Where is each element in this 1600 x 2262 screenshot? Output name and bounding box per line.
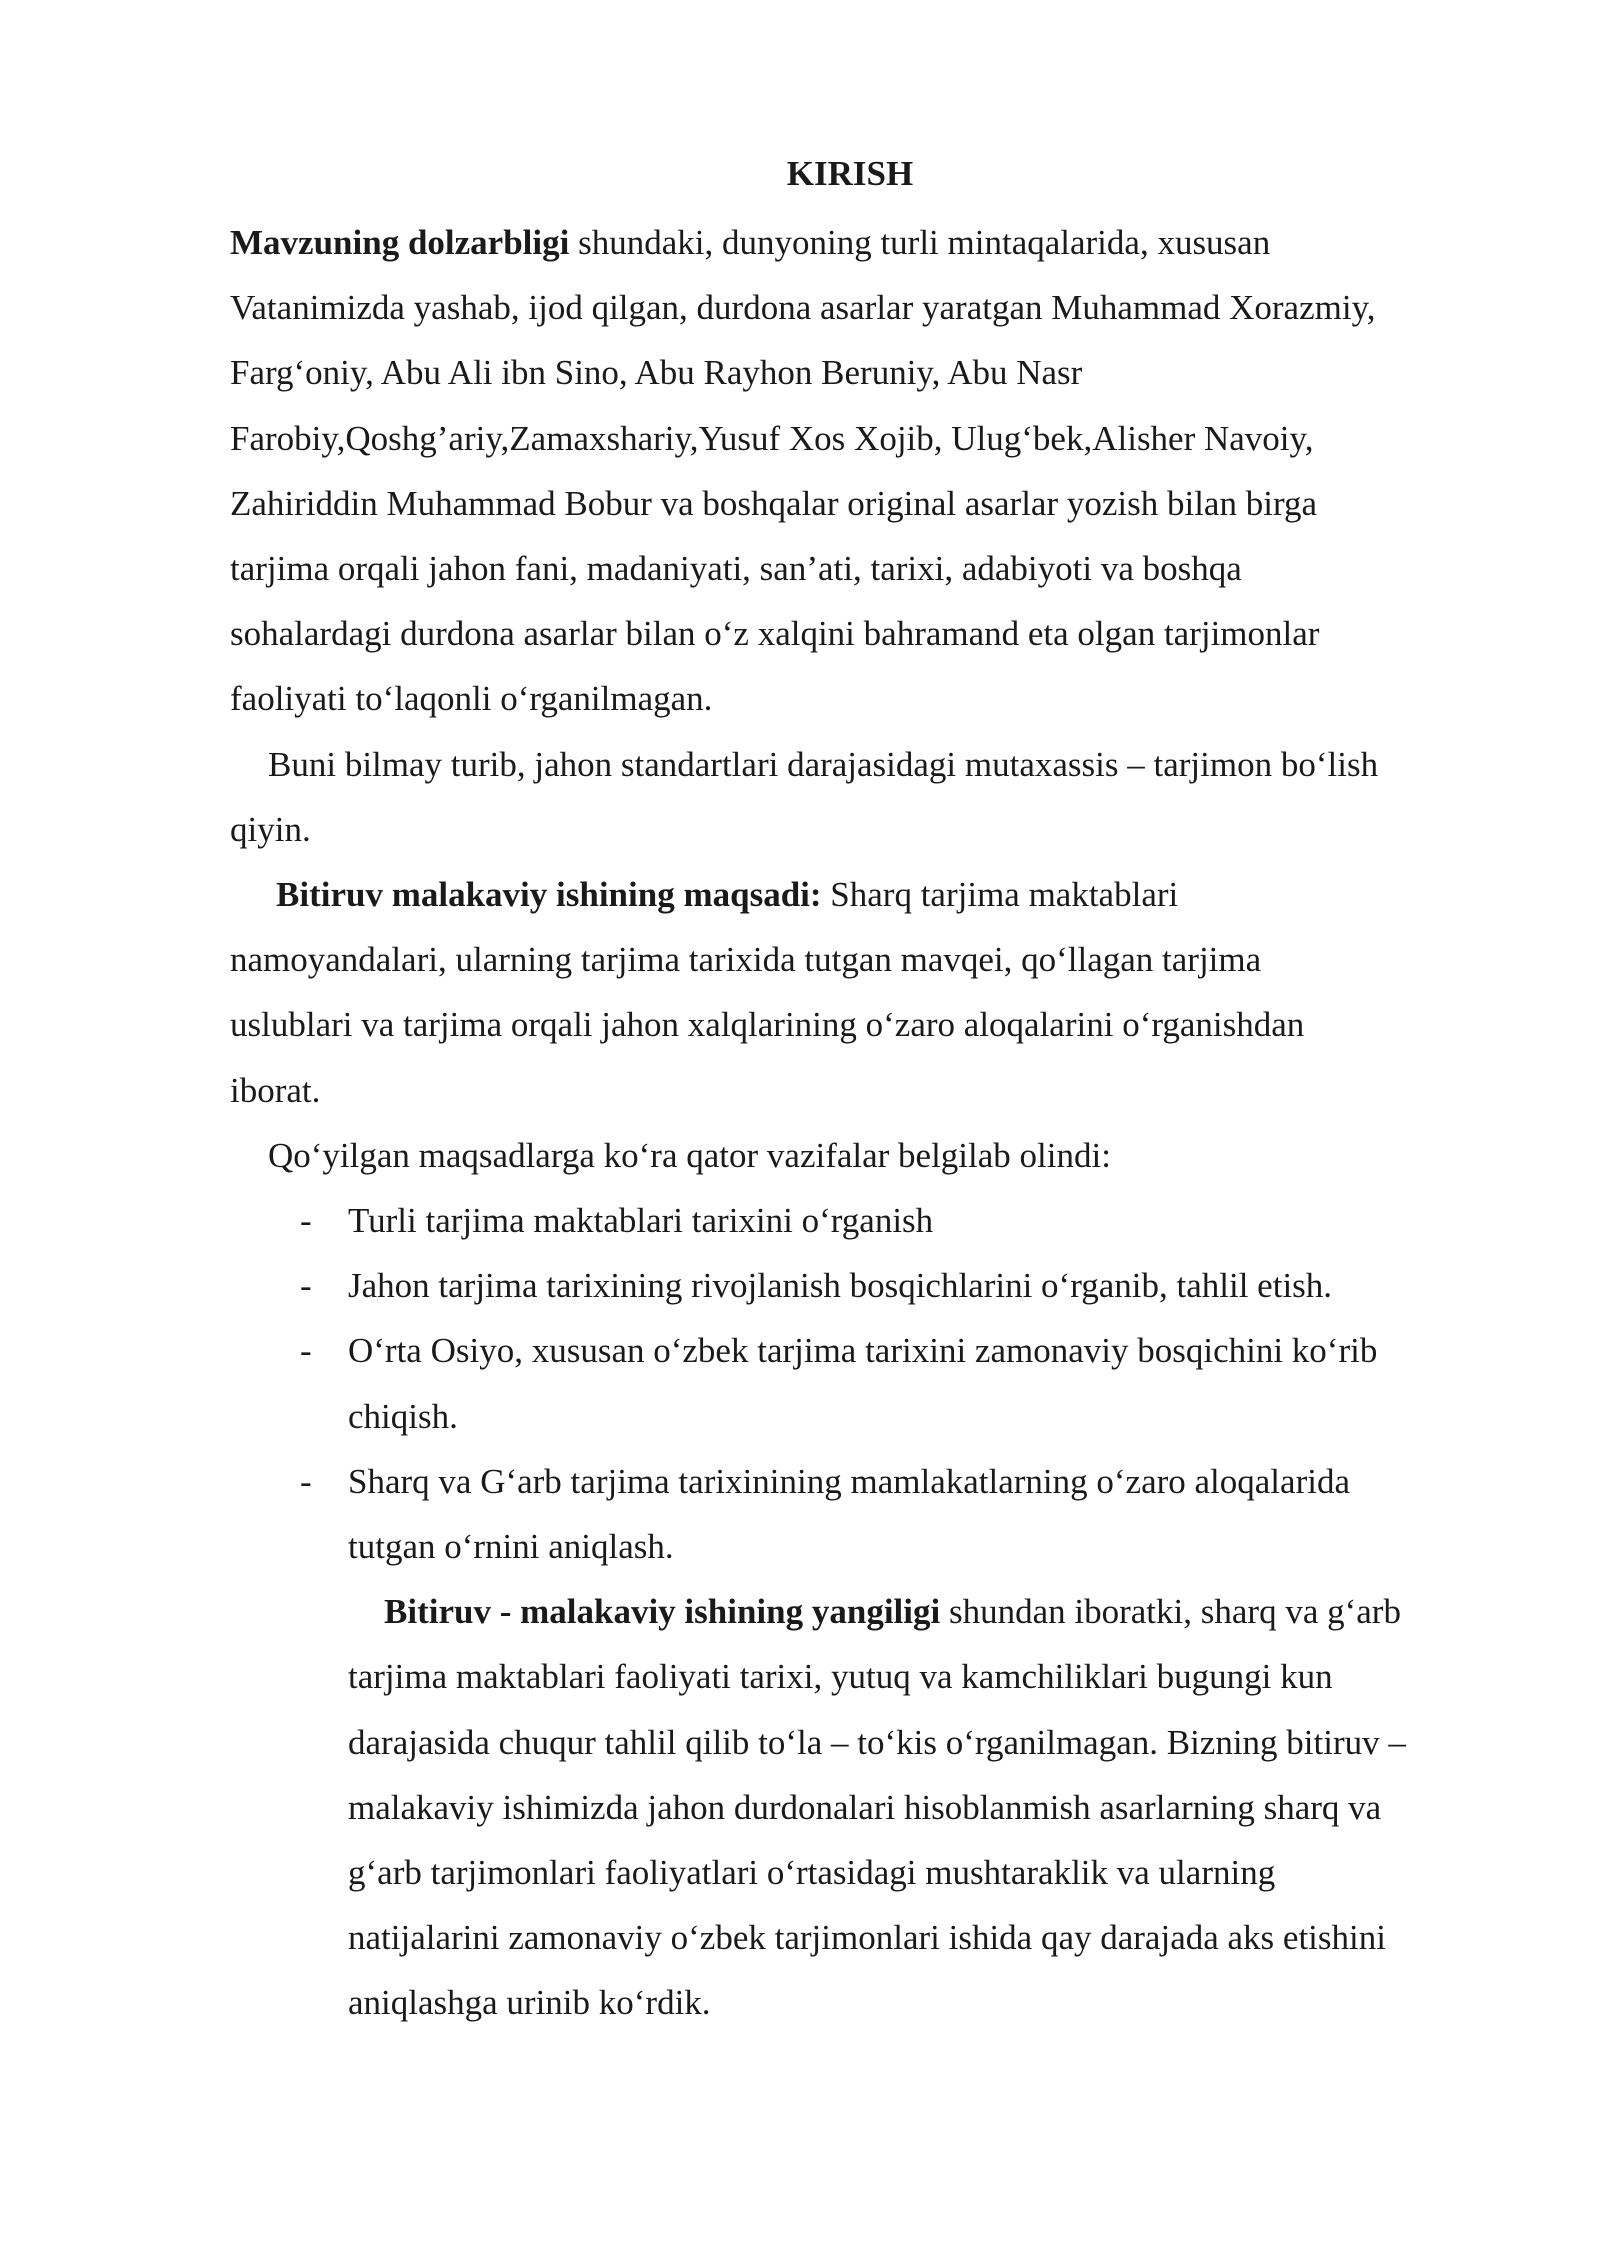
- list-item-text: chiqish.: [348, 1396, 458, 1436]
- goal-line: Sharq tarjima maktablari: [821, 875, 1179, 915]
- document-body: [230, 210, 1530, 2036]
- list-item-text: O‘rta Osiyo, xususan o‘zbek tarjima tarixini zamonaviy bosqichini ko‘rib: [348, 1331, 1378, 1371]
- novelty-line: darajasida chuqur tahlil qilib to‘la – to‘kis o‘rganilmagan. Bizning bitiruv –: [348, 1722, 1406, 1762]
- goal-line: namoyandalari, ularning tarjima tarixida tutgan mavqei, qo‘llagan tarjima: [230, 940, 1262, 980]
- goal-line: iborat.: [230, 1070, 321, 1110]
- novelty-line: g‘arb tarjimonlari faoliyatlari o‘rtasidagi mushtaraklik va ularning: [348, 1853, 1276, 1893]
- relevance-line: shundaki, dunyoning turli mintaqalarida, xususan: [569, 223, 1271, 262]
- relevance-line: tarjima orqali jahon fani, madaniyati, san’ati, tarixi, adabiyoti va boshqa: [230, 549, 1242, 589]
- relevance-paragraph: [230, 210, 1530, 732]
- relevance-line: sohalardagi durdona asarlar bilan o‘z xalqini bahramand eta olgan tarjimonlar: [230, 614, 1320, 654]
- list-item: [230, 1318, 1530, 1448]
- relevance-line: Farg‘oniy, Abu Ali ibn Sino, Abu Rayhon Beruniy, Abu Nasr: [230, 353, 1083, 393]
- novelty-line: aniqlashga urinib ko‘rdik.: [348, 1983, 711, 2023]
- novelty-line: natijalarini zamonaviy o‘zbek tarjimonlari ishida qay darajada aks etishini: [348, 1918, 1386, 1958]
- relevance-line: Zahiriddin Muhammad Bobur va boshqalar original asarlar yozish bilan birga: [230, 483, 1317, 523]
- page-title: KIRISH: [786, 154, 914, 193]
- list-marker: -: [300, 1461, 312, 1501]
- novelty-line: malakaviy ishimizda jahon durdonalari hisoblanmish asarlarning sharq va: [348, 1787, 1382, 1827]
- list-item: [230, 1188, 1530, 1253]
- list-marker: -: [300, 1331, 312, 1371]
- goal-heading: Bitiruv malakaviy ishining maqsadi:: [276, 875, 822, 915]
- goal-paragraph: [230, 862, 1530, 1123]
- tasks-intro: Qo‘yilgan maqsadlarga ko‘ra qator vazifalar belgilab olindi:: [268, 1135, 1111, 1175]
- goal-line: uslublari va tarjima orqali jahon xalqlarining o‘zaro aloqalarini o‘rganishdan: [230, 1005, 1305, 1045]
- list-item: [230, 1253, 1530, 1318]
- list-item: [230, 1449, 1530, 1579]
- list-item-text: Jahon tarjima tarixining rivojlanish bosqichlarini o‘rganib, tahlil etish.: [348, 1266, 1333, 1306]
- novelty-line: shundan iboratki, sharq va g‘arb: [940, 1592, 1401, 1632]
- list-item-text: Sharq va G‘arb tarjima tarixinining mamlakatlarning o‘zaro aloqalarida: [348, 1461, 1350, 1501]
- task-list: [230, 1188, 1530, 1579]
- relevance-line: Farobiy,Qoshg’ariy,Zamaxshariy,Yusuf Xos Xojib, Ulug‘bek,Alisher Navoiy,: [230, 418, 1314, 458]
- list-marker: -: [300, 1266, 312, 1306]
- novelty-line: tarjima maktablari faoliyati tarixi, yutuq va kamchiliklari bugungi kun: [348, 1657, 1333, 1697]
- relevance-heading: Mavzuning dolzarbligi: [230, 223, 570, 262]
- relevance-line: faoliyati to‘laqonli o‘rganilmagan.: [230, 679, 713, 719]
- novelty-heading: Bitiruv - malakaviy ishining yangiligi: [384, 1592, 941, 1632]
- knowledge-paragraph: [230, 732, 1530, 862]
- knowledge-line: qiyin.: [230, 809, 311, 849]
- novelty-paragraph: [230, 1579, 1530, 2035]
- list-item-text: Turli tarjima maktablari tarixini o‘rganish: [348, 1201, 934, 1241]
- list-item-text: tutgan o‘rnini aniqlash.: [348, 1527, 674, 1567]
- relevance-line: Vatanimizda yashab, ijod qilgan, durdona asarlar yaratgan Muhammad Xorazmiy,: [230, 288, 1376, 328]
- knowledge-line: Buni bilmay turib, jahon standartlari darajasidagi mutaxassis – tarjimon bo‘lish: [268, 744, 1379, 784]
- list-marker: -: [300, 1201, 312, 1241]
